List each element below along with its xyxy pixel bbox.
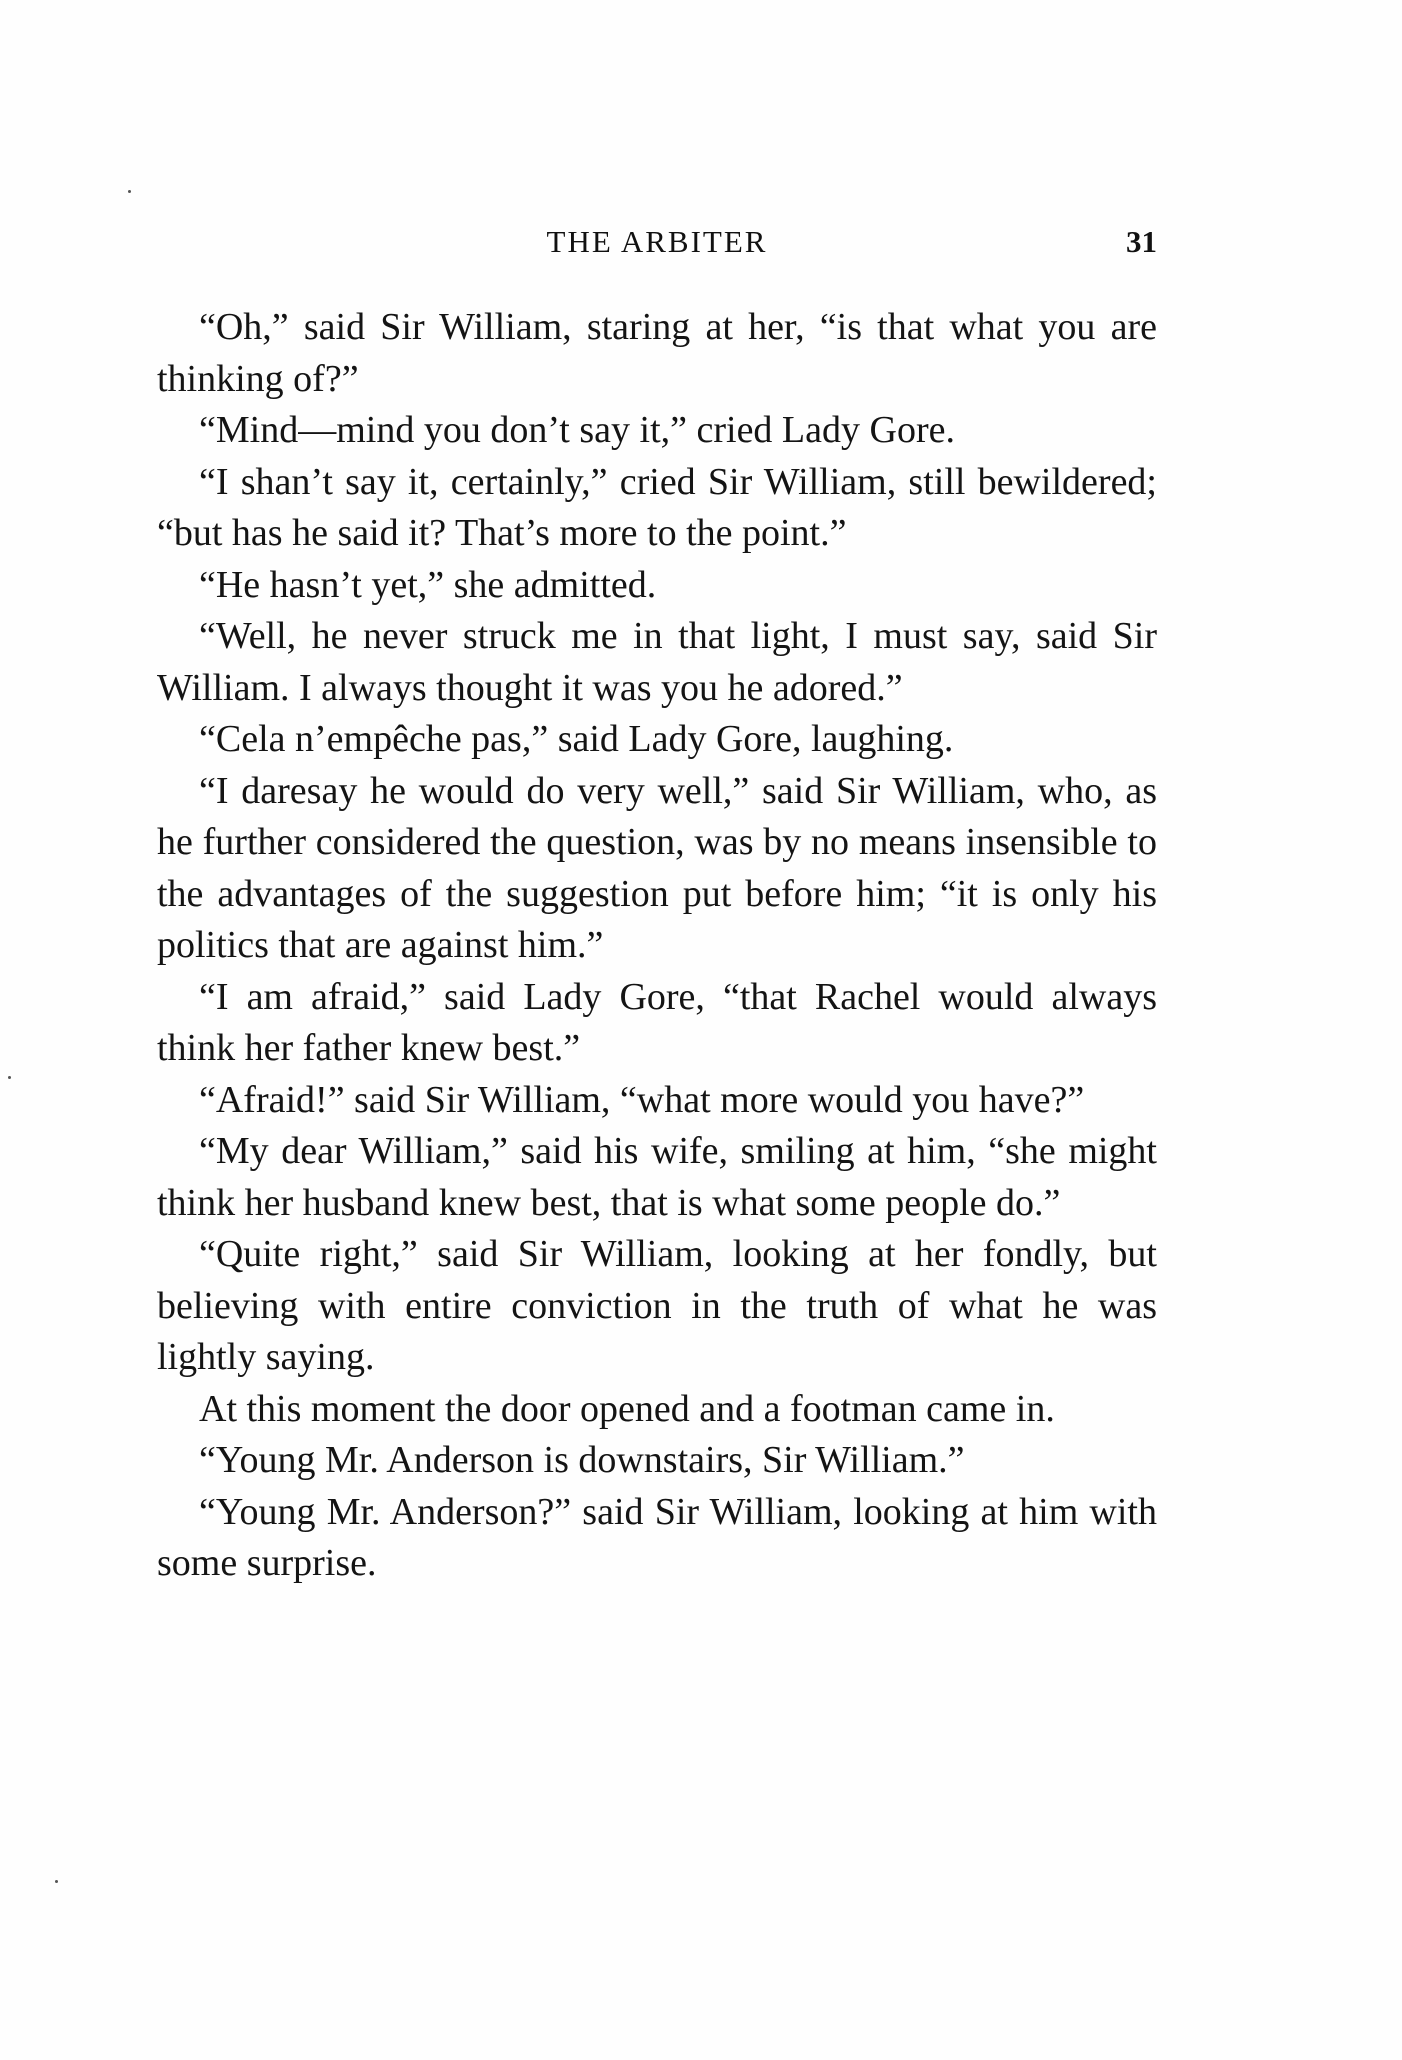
paragraph: “Mind—mind you don’t say it,” cried Lady Gore.	[199, 409, 955, 451]
paragraph: “Cela n’empêche pas,” said Lady Gore, laughing.	[199, 718, 954, 760]
paragraph: “He hasn’t yet,” she admitted.	[199, 563, 657, 606]
paper-speck	[55, 1880, 58, 1883]
body-text	[157, 302, 1157, 1590]
paragraph: “I daresay he would do very well,” said Sir William, who, as he further considered the question, was by no means insensible to the advantages of the suggestion put before him; “it is only his politics that are against him.”	[157, 769, 1157, 966]
page-number: 31	[1126, 224, 1157, 259]
paragraph: At this moment the door opened and a footman came in.	[199, 1387, 1055, 1430]
paper-speck	[8, 1076, 11, 1079]
paragraph: “Afraid!” said Sir William, “what more would you have?”	[199, 1078, 1085, 1121]
paragraph: “My dear William,” said his wife, smiling at him, “she might think her husband knew best, that is what some people do.”	[157, 1130, 1157, 1224]
paragraph: “Young Mr. Anderson is downstairs, Sir William.”	[199, 1439, 965, 1481]
paragraph: “I shan’t say it, certainly,” cried Sir William, still bewildered; “but has he said it? That’s more to the point.”	[157, 460, 1157, 554]
paragraph: “Quite right,” said Sir William, looking at her fondly, but believing with entire conviction in the truth of what he was lightly saying.	[157, 1233, 1157, 1378]
paragraph: “Young Mr. Anderson?” said Sir William, looking at him with some surprise.	[157, 1490, 1157, 1584]
paper-speck	[128, 190, 131, 193]
paragraph: “I am afraid,” said Lady Gore, “that Rachel would always think her father knew best.”	[157, 975, 1157, 1069]
running-title: THE ARBITER	[546, 224, 768, 259]
paragraph: “Oh,” said Sir William, staring at her, “is that what you are thinking of?”	[157, 306, 1157, 400]
page-header	[157, 224, 1157, 274]
paragraph: “Well, he never struck me in that light, I must say, said Sir William. I always thought it was you he adored.”	[157, 615, 1157, 709]
